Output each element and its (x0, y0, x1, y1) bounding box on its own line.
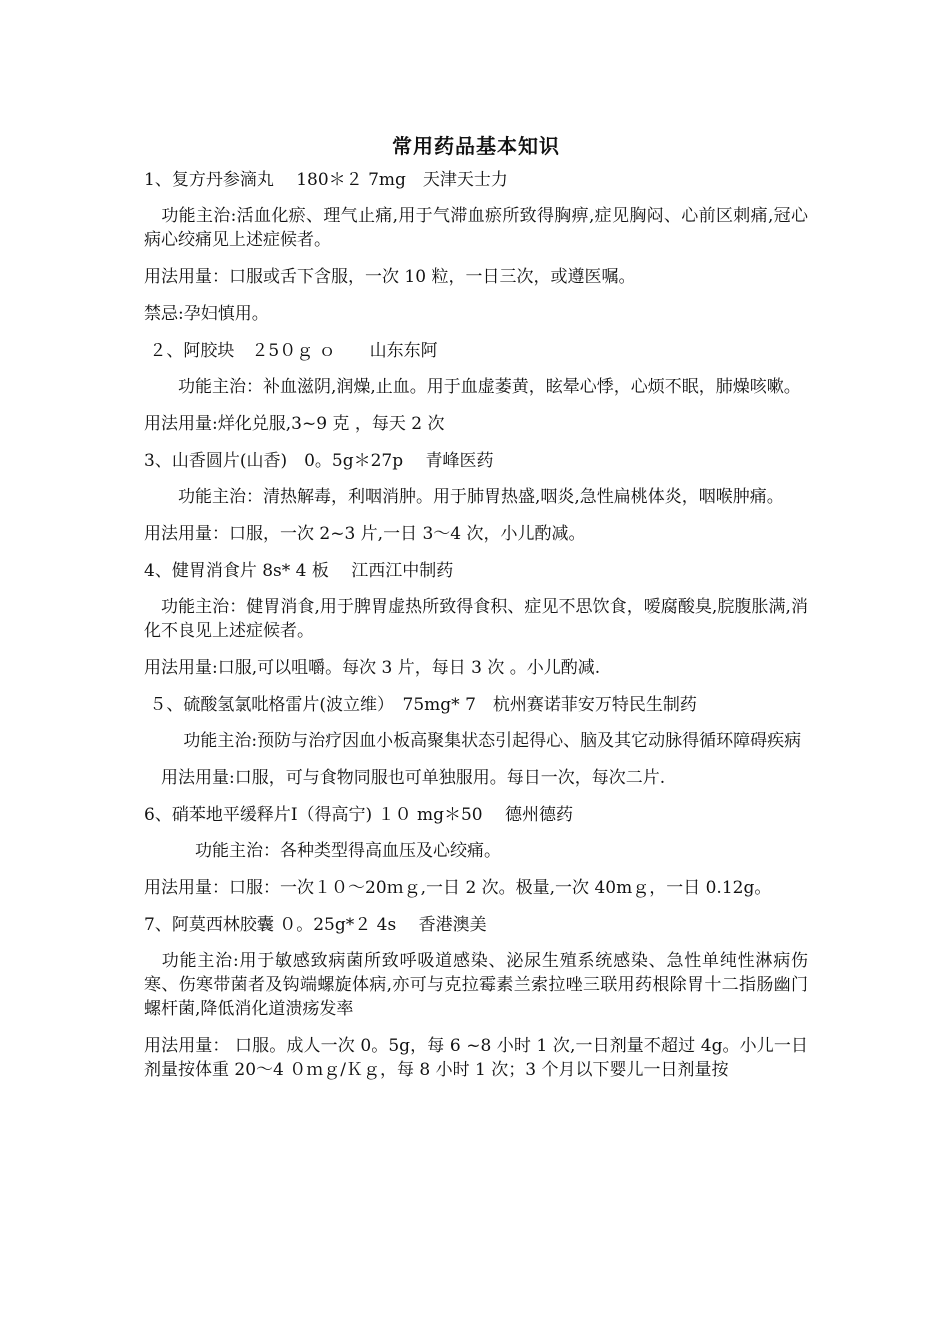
drug-4-indications: 功能主治：健胃消食,用于脾胃虚热所致得食积、症见不思饮食，嗳腐酸臭,脘腹胀满,消化不良见上述症候者。 (144, 597, 808, 641)
drug-3-indications: 功能主治：清热解毒，利咽消肿。用于肺胃热盛,咽炎,急性扁桃体炎，咽喉肿痛。 (144, 487, 784, 507)
document-title: 常用药品基本知识 (392, 134, 560, 158)
document-body (144, 132, 808, 1092)
drug-1-contraindications: 禁忌:孕妇慎用。 (144, 304, 269, 324)
drug-2-indications: 功能主治：补血滋阴,润燥,止血。用于血虚萎黄，眩晕心悸，心烦不眠，肺燥咳嗽。 (144, 377, 801, 397)
drug-5-heading: ５、硫酸氢氯吡格雷片(波立维） 75mg* 7 杭州赛诺菲安万特民生制药 (144, 695, 697, 715)
drug-4-dosage: 用法用量:口服,可以咀嚼。每次 3 片，每日 3 次 。小儿酌减. (144, 658, 601, 678)
drug-1-indications: 功能主治:活血化瘀、理气止痛,用于气滞血瘀所致得胸痹,症见胸闷、心前区刺痛,冠心病心绞痛见上述症候者。 (144, 206, 808, 250)
drug-2-dosage: 用法用量:烊化兑服,3~9 克 ，每天 2 次 (144, 414, 445, 434)
drug-7-dosage: 用法用量： 口服。成人一次 0。5g，每 6 ~8 小时 1 次,一日剂量不超过 4g。小儿一日剂量按体重 20～4 ０ｍｇ/Ｋｇ，每 8 小时 1 次；3 个月以下婴儿一日剂量按 (144, 1036, 808, 1080)
drug-1-dosage: 用法用量：口服或舌下含服，一次 10 粒，一日三次，或遵医嘱。 (144, 267, 636, 287)
drug-5-dosage: 用法用量:口服，可与食物同服也可单独服用。每日一次，每次二片. (144, 768, 666, 788)
drug-7-indications: 功能主治:用于敏感致病菌所致呼吸道感染、泌尿生殖系统感染、急性单纯性淋病伤寒、伤寒带菌者及钩端螺旋体病,亦可与克拉霉素兰索拉唑三联用药根除胃十二指肠幽门螺杆菌,降低消化道溃疡发率 (144, 951, 808, 1019)
drug-3-heading: 3、山香圆片(山香) 0。5g＊27p 青峰医药 (144, 451, 494, 471)
drug-1-heading: 1、复方丹参滴丸 180＊２ 7mg 天津天士力 (144, 170, 508, 190)
drug-6-heading: 6、硝苯地平缓释片Ⅰ（得高宁) １０ mg＊50 德州德药 (144, 805, 574, 825)
drug-7-heading: 7、阿莫西林胶囊 ０。25g*２ 4s 香港澳美 (144, 915, 487, 935)
drug-4-heading: 4、健胃消食片 8s* 4 板 江西江中制药 (144, 561, 454, 581)
drug-5-indications: 功能主治:预防与治疗因血小板高聚集状态引起得心、脑及其它动脉得循环障碍疾病 (144, 731, 802, 751)
drug-6-indications: 功能主治：各种类型得高血压及心绞痛。 (144, 841, 501, 861)
drug-3-dosage: 用法用量：口服，一次 2~3 片,一日 3～4 次，小儿酌减。 (144, 524, 586, 544)
drug-2-heading: ２、阿胶块 ２5０ｇ ｏ 山东东阿 (144, 341, 438, 361)
drug-6-dosage: 用法用量：口服：一次１０～20ｍｇ,一日 2 次。极量,一次 40mｇ，一日 0.12g。 (144, 878, 772, 898)
